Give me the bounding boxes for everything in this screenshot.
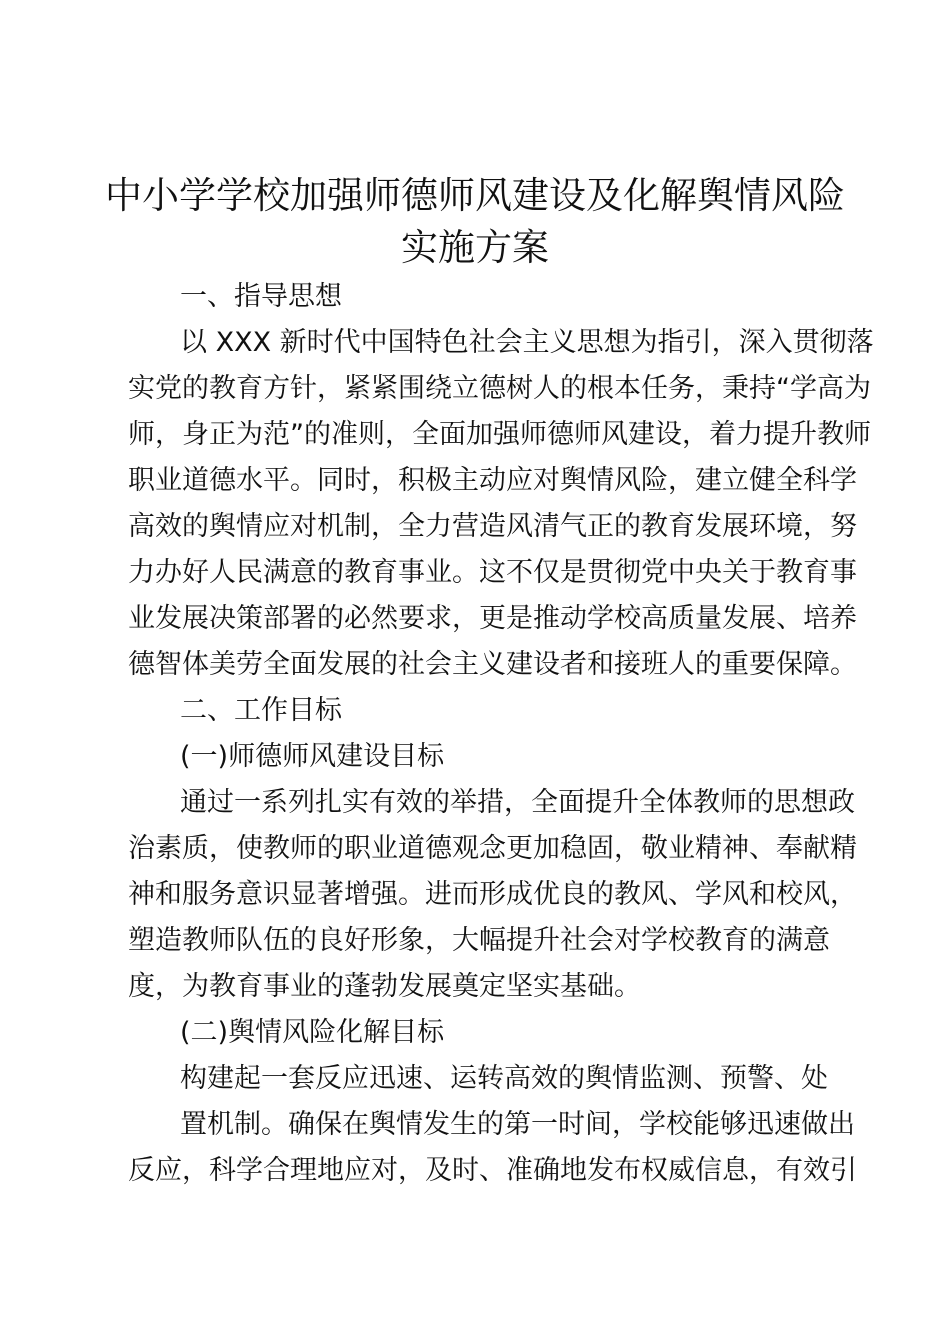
paragraph-line: 高效的舆情应对机制，全力营造风清气正的教育发展环境，努 [128,511,857,542]
document-title-line-1: 中小学学校加强师德师风建设及化解舆情风险 [105,174,845,217]
paragraph-line: 构建起一套反应迅速、运转高效的舆情监测、预警、处 [180,1063,828,1094]
subsection-heading-risk-goal: (二)舆情风险化解目标 [180,1017,445,1048]
paragraph-line: 置机制。确保在舆情发生的第一时间，学校能够迅速做出 [180,1109,855,1140]
paragraph-line: 神和服务意识显著增强。进而形成优良的教风、学风和校风， [128,879,857,910]
document-title-line-2: 实施方案 [401,226,549,269]
paragraph-line: 职业道德水平。同时，积极主动应对舆情风险，建立健全科学 [128,465,857,496]
paragraph-line: 德智体美劳全面发展的社会主义建设者和接班人的重要保障。 [128,649,857,680]
paragraph-line: 实党的教育方针，紧紧围绕立德树人的根本任务，秉持“学高为 [128,373,871,404]
paragraph-line: 度，为教育事业的蓬勃发展奠定坚实基础。 [128,971,641,1002]
paragraph-line: 力办好人民满意的教育事业。这不仅是贯彻党中央关于教育事 [128,557,857,588]
section-heading-guiding-ideology: 一、指导思想 [180,281,342,312]
paragraph-line: 反应，科学合理地应对，及时、准确地发布权威信息，有效引 [128,1155,857,1186]
paragraph-line: 通过一系列扎实有效的举措，全面提升全体教师的思想政 [180,787,855,818]
paragraph-line: 业发展决策部署的必然要求，更是推动学校高质量发展、培养 [128,603,857,634]
subsection-heading-ethics-goal: (一)师德师风建设目标 [180,741,445,772]
paragraph-line: 以 XXX 新时代中国特色社会主义思想为指引，深入贯彻落 [180,327,874,358]
section-heading-work-goals: 二、工作目标 [180,695,342,726]
paragraph-line: 师，身正为范”的准则，全面加强师德师风建设，着力提升教师 [128,419,871,450]
paragraph-line: 塑造教师队伍的良好形象，大幅提升社会对学校教育的满意 [128,925,830,956]
paragraph-line: 治素质，使教师的职业道德观念更加稳固，敬业精神、奉献精 [128,833,857,864]
